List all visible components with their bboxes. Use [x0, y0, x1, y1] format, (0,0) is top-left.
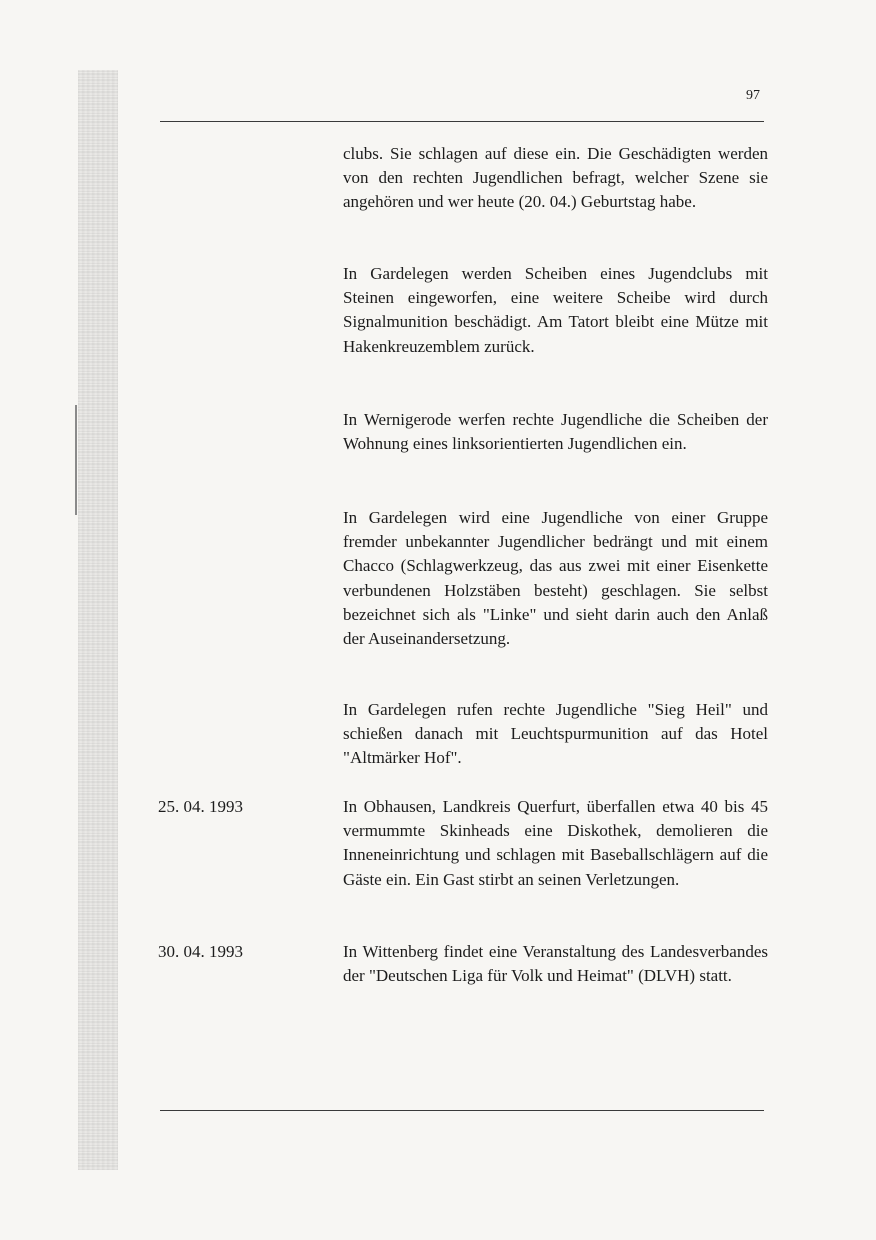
- entry-text-7: In Wittenberg findet eine Veranstaltung des Landesverbandes der "Deutschen Liga für Volk und Heimat" (DLVH) statt.: [343, 942, 768, 986]
- entry-date-7: 30. 04. 1993: [158, 942, 243, 961]
- scan-binding-edge: [78, 70, 118, 1170]
- entry-text-3: In Wernigerode werfen rechte Jugendliche die Scheiben der Wohnung eines linksorientierten Jugendlichen ein.: [343, 410, 768, 454]
- entry-text-6: In Obhausen, Landkreis Querfurt, überfallen etwa 40 bis 45 vermummte Skinheads eine Diskothek, demolieren die Inneneinrichtung und schlagen mit Baseballschlägern auf die Gäste ein. Ein Gast stirbt an seinen Verletzungen.: [343, 797, 768, 889]
- header-rule: [160, 121, 764, 122]
- entry-text-5: In Gardelegen rufen rechte Jugendliche "Sieg Heil" und schießen danach mit Leuchtspurmunition auf das Hotel "Altmärker Hof".: [343, 700, 768, 768]
- footer-rule: [160, 1110, 764, 1111]
- entry-date-6: 25. 04. 1993: [158, 797, 243, 816]
- scan-edge-mark: [75, 405, 77, 515]
- page-number: 97: [746, 88, 760, 103]
- entry-text-4: In Gardelegen wird eine Jugendliche von einer Gruppe fremder unbekannter Jugendlicher bedrängt und mit einem Chacco (Schlagwerkzeug, das aus zwei mit einer Eisenkette verbundenen Holzstäben besteht) geschlagen. Sie selbst bezeichnet sich als "Linke" und sieht darin auch den Anlaß der Auseinandersetzung.: [343, 508, 768, 649]
- entry-text-1: clubs. Sie schlagen auf diese ein. Die Geschädigten werden von den rechten Jugendlichen befragt, welcher Szene sie angehören und wer heute (20. 04.) Geburtstag habe.: [343, 144, 768, 212]
- entry-text-2: In Gardelegen werden Scheiben eines Jugendclubs mit Steinen eingeworfen, eine weitere Scheibe wird durch Signalmunition beschädigt. Am Tatort bleibt eine Mütze mit Hakenkreuzemblem zurück.: [343, 264, 768, 356]
